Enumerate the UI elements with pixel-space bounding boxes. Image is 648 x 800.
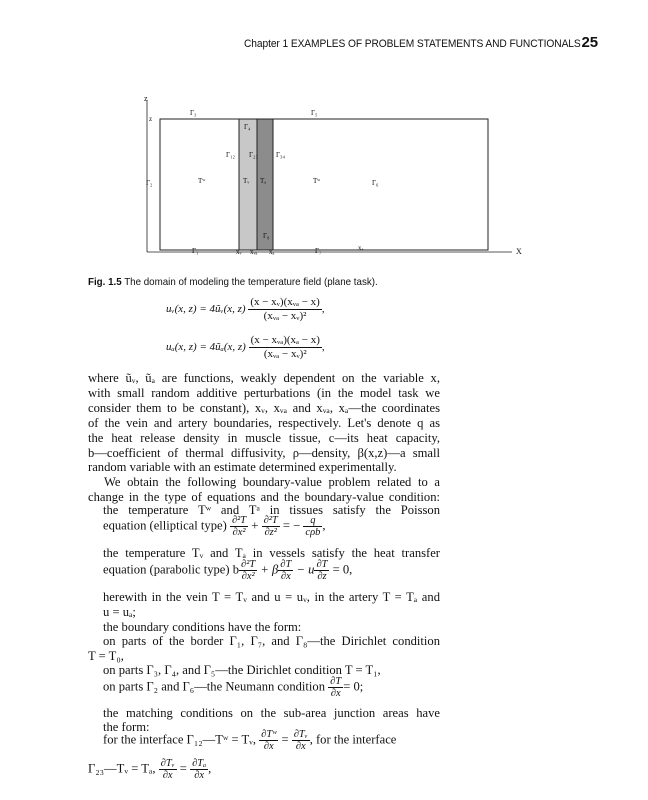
equation-uv-comma: , [321,303,325,316]
poisson-frac-2-num: ∂²T [263,515,278,526]
parabolic-beta: + β [260,562,279,577]
paragraph-line: with small random additive perturbations (in the model task we [88,385,440,400]
poisson-plus: + [251,518,259,533]
xv-tick-label: xᵥ [236,248,242,256]
paragraph-line: change in the type of equations and the boundary-value condition: [88,489,440,504]
matching-conditions-line [103,706,440,721]
interface-12-equals: = [281,732,289,747]
neumann-prefix: on parts Γ₂ and Γ₆—the Neumann condition [103,679,326,694]
equation-uv-numerator: (x − xᵥ)(xᵥₐ − x) [250,296,320,308]
interface-12-frac-2 [292,729,310,752]
page-number: 25 [581,34,598,51]
equation-uv-lhs: uᵥ(x, z) = 4ũᵥ(x, z) [166,303,246,316]
boundary-form-line: the boundary conditions have the form: [103,620,302,634]
gamma23-label: Γ₂₃ [249,151,258,159]
equation-ua-lhs: uₐ(x, z) = 4ũₐ(x, z) [166,341,246,354]
poisson-frac-1-num: ∂²T [231,515,247,526]
interface-12-prefix: for the interface Γ₁₂—Tʷ = Tᵥ, [103,732,257,747]
vein-temp-label: Tᵥ [243,177,250,185]
gamma34-label: Γ₃₄ [276,151,285,159]
heat-transfer-intro-text: the temperature Tᵥ and Tₐ in vessels satisfy the heat transfer [103,546,440,560]
t-equals-t0-line: T = T₀, [88,649,124,663]
parabolic-end: = 0, [332,562,353,577]
parabolic-frac-2-num: ∂T [280,559,292,570]
poisson-frac-2 [262,515,280,538]
paragraph-boundary-intro [88,475,440,505]
equation-uv-fraction [248,296,322,323]
paragraph-line: We obtain the following boundary-value problem related to a [104,475,440,489]
interface-12-frac-1 [259,729,278,752]
parabolic-frac-1 [239,559,257,582]
interface-12-frac-2-num: ∂Tᵥ [293,729,308,740]
poisson-end: , [322,518,326,533]
neumann-frac [328,676,343,699]
parabolic-frac-1-num: ∂²T [241,559,256,570]
dirichlet-2-line: on parts Γ₃, Γ₄, and Γ₅—the Dirichlet condition T = T₁, [103,663,381,677]
equation-uv [166,296,325,323]
interface-12-end: , for the interface [309,732,397,747]
interface-23-condition [88,758,211,781]
u-equals-line: u = uₐ; [103,605,136,619]
domain-outline [160,119,488,250]
paragraph-line: random variable with an estimate determined experimentally. [88,460,397,475]
gamma8-label: Γ₈ [263,232,270,240]
paragraph-definitions [88,371,440,475]
tissue-temp-right-label: Tʷ [313,177,321,185]
interface-23-frac-2 [190,758,208,781]
equation-ua-comma: , [321,341,325,354]
paragraph-line: where ũᵥ, ũₐ are functions, weakly dependent on the variable x, [88,371,440,385]
vein-artery-line [103,590,440,605]
paragraph-line: consider them to be constant), xᵥ, xᵥₐ and xᵥₐ, xₐ—the coordinates [88,400,440,415]
xva-tick-label: xᵥₐ [250,248,258,256]
poisson-equals: = − [282,518,301,533]
equation-ua-denominator: (xᵥₐ − xᵥ)² [263,348,307,360]
gamma3-label: Γ₃ [190,109,197,117]
interface-12-frac-2-den: ∂x [295,741,306,752]
gamma1-label: Γ₁ [192,247,199,255]
poisson-frac-3-den: cρb [305,527,321,538]
dirichlet-1-line [103,634,440,649]
interface-23-end: , [208,761,212,776]
parabolic-equation [103,559,352,582]
xa-end-tick-label: xₐ [358,244,364,252]
interface-12-frac-1-den: ∂x [263,741,274,752]
poisson-frac-2-den: ∂z² [264,527,277,538]
interface-23-frac-2-num: ∂Tₐ [192,758,207,769]
poisson-frac-1-den: ∂x² [232,527,246,538]
interface-23-frac-2-den: ∂x [194,770,205,781]
poisson-frac-3 [303,515,322,538]
interface-23-equals: = [179,761,187,776]
z-axis-label: z [144,94,148,103]
running-head [244,34,604,54]
gamma2-label: Γ₂ [146,179,153,187]
interface-23-frac-1-num: ∂Tᵥ [160,758,175,769]
poisson-equation [103,515,326,538]
artery-temp-label: Tₐ [260,177,267,185]
parabolic-frac-1-den: ∂x² [241,571,255,582]
parabolic-frac-2 [278,559,293,582]
parabolic-frac-3-den: ∂z [317,571,327,582]
equation-ua [166,334,325,361]
dirichlet-1-text: on parts of the border Γ₁, Γ₇, and Γ₈—the Dirichlet condition [103,634,440,648]
interface-12-frac-1-num: ∂Tʷ [261,729,277,740]
z-tick-label: z [149,115,153,123]
equation-uv-denominator: (xᵥₐ − xᵥ)² [263,310,307,322]
neumann-frac-num: ∂T [330,676,342,687]
parabolic-frac-2-den: ∂x [280,571,291,582]
neumann-end: = 0; [343,679,364,694]
the-form-line: the form: [103,720,150,734]
paragraph-line: b—coefficient of thermal diffusivity, ρ—density, β(x,z)—a small [88,445,440,460]
xa-tick-label: xₐ [269,248,275,256]
x-axis-label: X [516,247,522,256]
poisson-intro-text: the temperature Tʷ and Tᵃ in tissues satisfy the Poisson [103,503,440,517]
figure-caption [88,276,378,288]
tissue-temp-left-label: Tʷ [198,177,206,185]
poisson-frac-1 [230,515,248,538]
parabolic-frac-3 [314,559,329,582]
gamma4-label: Γ₄ [244,123,251,131]
equation-ua-fraction [249,334,322,361]
gamma12-label: Γ₁₂ [226,151,235,159]
interface-23-frac-1-den: ∂x [162,770,173,781]
interface-12-condition [103,729,396,752]
parabolic-minus-u: − u [296,562,315,577]
interface-23-frac-1 [159,758,177,781]
paragraph-line: of the vein and artery boundaries, respectively. Let's denote q as [88,415,440,430]
neumann-condition [103,676,363,699]
parabolic-frac-3-num: ∂T [316,559,328,570]
vein-artery-text: herewith in the vein T = Tᵥ and u = uᵥ, in the artery T = Tₐ and [103,590,440,604]
gamma6-label: Γ₆ [372,179,379,187]
poisson-prefix: equation (elliptical type) [103,518,227,533]
poisson-frac-3-num: q [303,515,322,527]
equation-ua-numerator: (x − xᵥₐ)(xₐ − x) [250,334,320,346]
interface-23-prefix: Γ₂₃—Tᵥ = Tₐ, [88,761,156,776]
neumann-frac-den: ∂x [330,688,341,699]
gamma7-label: Γ₇ [315,247,322,255]
matching-conditions-text: the matching conditions on the sub-area junction areas have [103,706,440,720]
domain-figure [130,90,530,260]
parabolic-prefix: equation (parabolic type) b [103,562,240,577]
figure-caption-text: The domain of modeling the temperature field (plane task). [121,276,378,288]
paragraph-line: the heat release density in muscle tissue, c—its heat capacity, [88,430,440,445]
figure-caption-label: Fig. 1.5 [88,276,122,288]
gamma5-label: Γ₅ [311,109,318,117]
running-head-text: Chapter 1 EXAMPLES OF PROBLEM STATEMENTS AND FUNCTIONALS [244,38,581,50]
